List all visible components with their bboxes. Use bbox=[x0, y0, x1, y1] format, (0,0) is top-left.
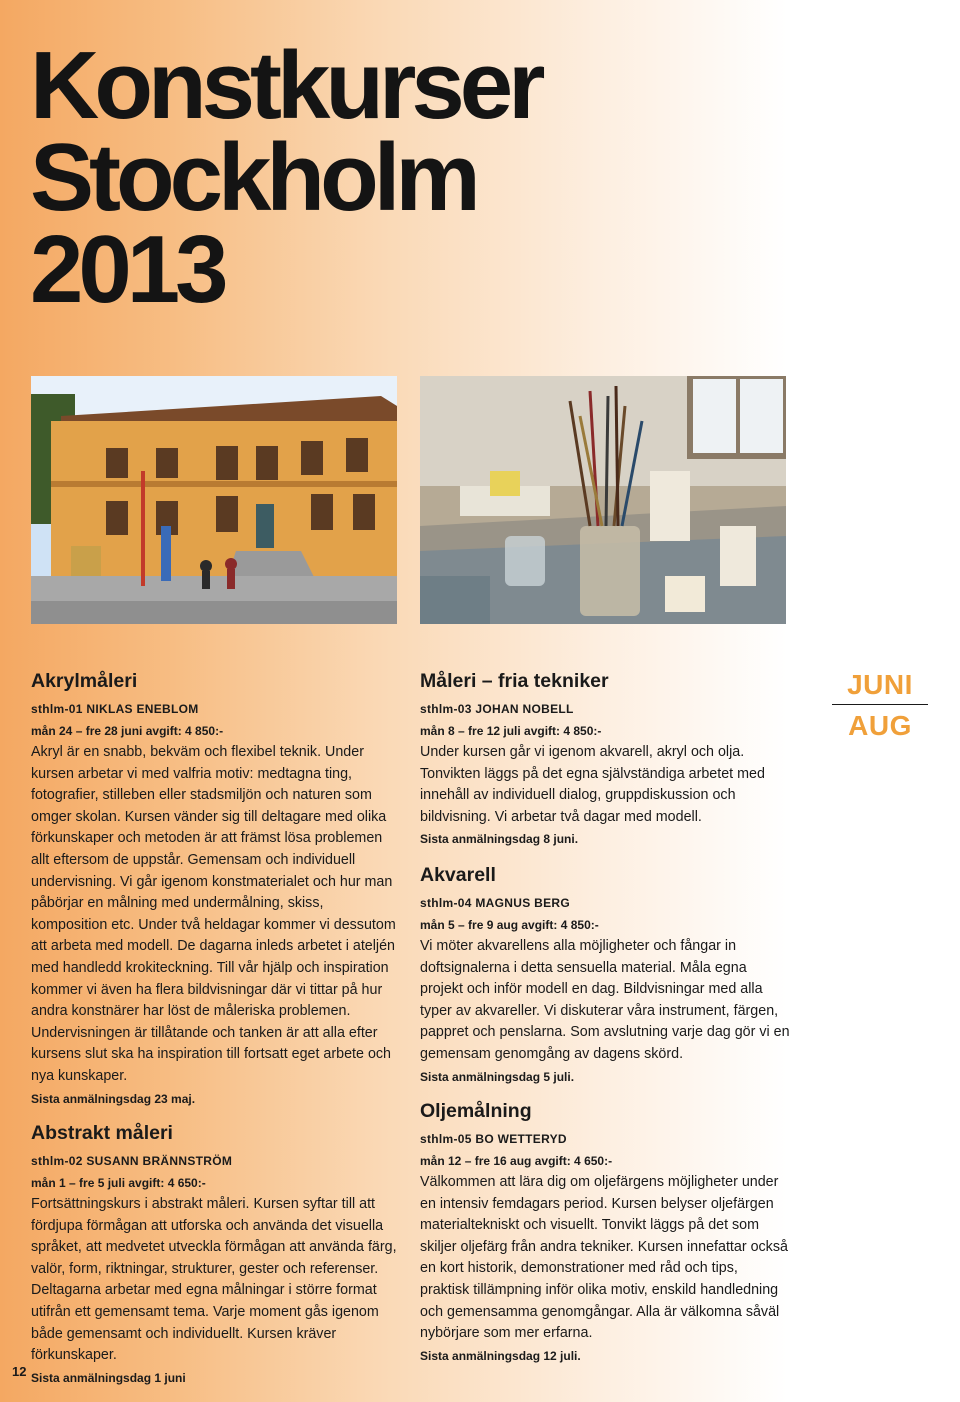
course-heading: Måleri – fria tekniker bbox=[420, 670, 609, 692]
course-code: sthlm-05 BO WETTERYD bbox=[420, 1132, 567, 1146]
course-dates: mån 1 – fre 5 juli avgift: 4 650:- bbox=[31, 1176, 206, 1190]
course-dates: mån 24 – fre 28 juni avgift: 4 850:- bbox=[31, 724, 224, 738]
course-code: sthlm-03 JOHAN NOBELL bbox=[420, 702, 574, 716]
page-number: 12 bbox=[12, 1364, 27, 1379]
course-heading: Oljemålning bbox=[420, 1100, 532, 1122]
course-dates: mån 5 – fre 9 aug avgift: 4 850:- bbox=[420, 918, 599, 932]
course-description: Vi möter akvarellens alla möjligheter och fångar in doftsignalerna i detta sensuella material. Måla egna projekt och inför modell en dag. Bildvisningar med alla typer av akvareller. Vi diskuterar våra instrument, färgen, pappret och penslarna. Som avslutning varje dag gör vi en gemensam genomgång av dagens skörd. bbox=[420, 938, 790, 1062]
course-akrylmaleri bbox=[31, 668, 401, 1110]
course-dates: mån 12 – fre 16 aug avgift: 4 650:- bbox=[420, 1154, 613, 1168]
course-code: sthlm-04 MAGNUS BERG bbox=[420, 896, 571, 910]
month-end: AUG bbox=[848, 710, 912, 741]
title-line-2: Stockholm bbox=[30, 124, 476, 231]
course-heading: Abstrakt måleri bbox=[31, 1122, 173, 1144]
course-description: Akryl är en snabb, bekväm och flexibel teknik. Under kursen arbetar vi med valfria motiv: medtagna ting, fotografier, stilleben eller stadsmiljön och naturen som omger skolan. Kursen vänder sig till deltagare med olika förkunskaper och metoden är att främst lösa problemen allt eftersom de uppstår. Gemensam och individuell undervisning. Vi går igenom konstmaterialet och hur man påbörjar en målning med undermålning, skiss, komposition etc. Under två heldagar kommer vi dessutom att arbeta med modell. De dagarna inleds arbetet i ateljén med handledd krokiteckning. Till vår hjälp och inspiration kommer vi även ha flera bildvisningar där vi tittar på hur andra konstnärer har löst de måleriska problemen. Undervisningen är tillåtande och tanken är att alla efter kursens slut ska ha inspiration till fortsatt eget arbete och nya kunskaper. bbox=[31, 744, 396, 1084]
course-abstrakt-maleri bbox=[31, 1120, 401, 1389]
course-description: Under kursen går vi igenom akvarell, akryl och olja. Tonvikten läggs på det egna självständiga arbetet med innehåll av individuell dialog, gruppdiskussion och bildvisning. Vi arbetar två dagar med modell. bbox=[420, 744, 765, 825]
course-oljemalning bbox=[420, 1098, 790, 1367]
course-akvarell bbox=[420, 862, 790, 1088]
paint-brushes-photo bbox=[420, 376, 786, 624]
course-heading: Akvarell bbox=[420, 864, 496, 886]
course-dates: mån 8 – fre 12 juli avgift: 4 850:- bbox=[420, 724, 602, 738]
course-deadline: Sista anmälningsdag 12 juli. bbox=[420, 1348, 581, 1363]
course-deadline: Sista anmälningsdag 8 juni. bbox=[420, 832, 579, 847]
course-code: sthlm-02 SUSANN BRÄNNSTRÖM bbox=[31, 1154, 233, 1168]
course-deadline: Sista anmälningsdag 23 maj. bbox=[31, 1091, 196, 1106]
month-start: JUNI bbox=[847, 669, 913, 700]
month-divider bbox=[832, 704, 928, 705]
course-description: Fortsättningskurs i abstrakt måleri. Kursen syftar till att fördjupa förmågan att utforska och använda det visuella språket, att medvetet utveckla förmågan att använda färg, valör, form, riktningar, strukturer, gester och referenser. Deltagarna arbetar med egna målningar i större format utifrån ett gemensamt tema. Varje moment gås igenom både gemensamt och individuellt. Kursen kräver förkunskaper. bbox=[31, 1196, 397, 1364]
course-heading: Akrylmåleri bbox=[31, 670, 138, 692]
title-line-3: 2013 bbox=[30, 216, 224, 323]
course-fria-tekniker bbox=[420, 668, 790, 850]
school-building-photo bbox=[31, 376, 397, 624]
course-description: Välkommen att lära dig om oljefärgens möjligheter under en intensiv femdagars period. Kursen belyser oljefärgen materialtekniskt och visuellt. Tonvikt läggs på det som skiljer oljefärg från andra tekniker. Kursen innefattar också en kort historik, demonstrationer med råd och tips, praktisk tillämpning inför olika motiv, enskild handledning och gemensamma genomgångar. Alla är välkomna såväl nybörjare som mer erfarna. bbox=[420, 1174, 788, 1342]
month-range bbox=[832, 668, 928, 743]
course-deadline: Sista anmälningsdag 5 juli. bbox=[420, 1069, 575, 1084]
title-line-1: Konstkurser bbox=[30, 32, 541, 139]
course-deadline: Sista anmälningsdag 1 juni bbox=[31, 1370, 186, 1385]
page-title bbox=[30, 32, 541, 323]
course-code: sthlm-01 NIKLAS ENEBLOM bbox=[31, 702, 199, 716]
